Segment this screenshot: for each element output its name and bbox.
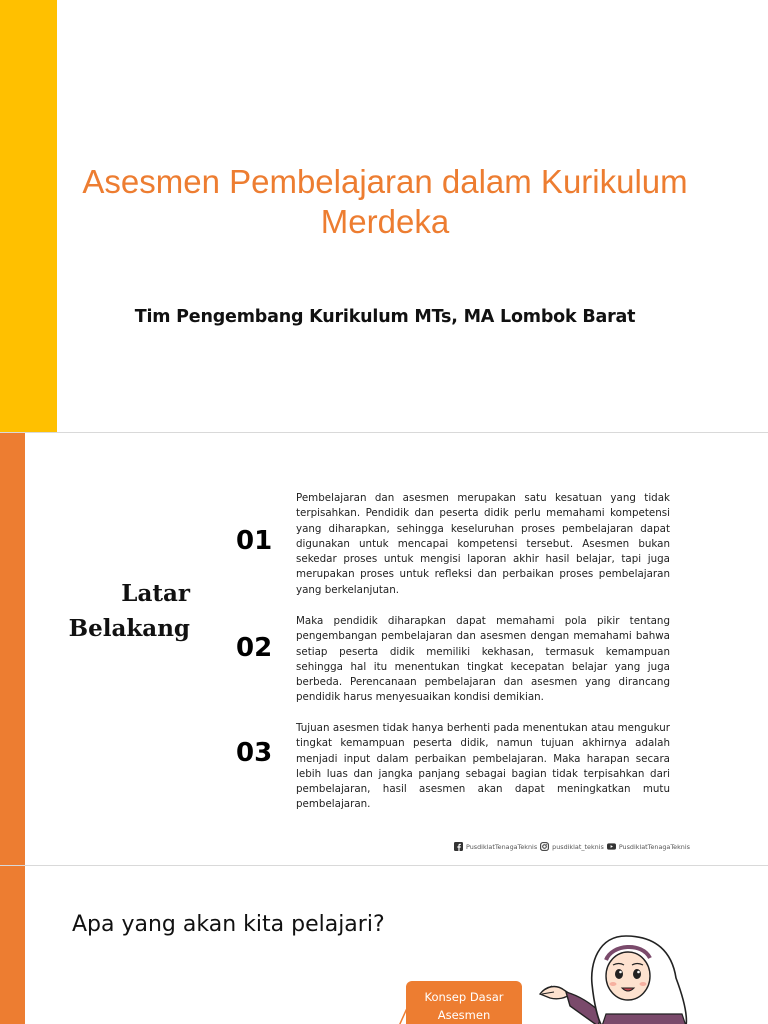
item-number: 01: [236, 526, 273, 556]
concept-box: Konsep Dasar Asesmen: [406, 981, 522, 1024]
item-paragraph: Tujuan asesmen tidak hanya berhenti pada menentukan atau mengukur tingkat kemampuan peserta didik, namun tujuan akhirnya adalah menjadi input dalam perbaikan pembelajaran. Maka harapan secara lebih luas dan jangka panjang sebagai bagian tidak terpisahkan dari pembelajaran, hasil asesmen akan dapat meningkatkan mutu pembelajaran.: [296, 722, 670, 811]
facebook-icon: [454, 842, 463, 851]
background-slide: [0, 433, 768, 865]
slide-subtitle: Tim Pengembang Kurikulum MTs, MA Lombok Barat: [134, 307, 636, 327]
agenda-slide: [0, 866, 768, 1024]
hijab-girl-illustration: [536, 934, 696, 1024]
item-paragraph: Pembelajaran dan asesmen merupakan satu kesatuan yang tidak terpisahkan. Pendidik dan peserta didik perlu memahami kompetensi yang diharapkan, sehingga keseluruhan proses pembelajaran dapat digunakan untuk mencapai kompetensi tersebut. Asesmen bukan sekedar proses untuk mengisi laporan akhir hasil belajar, tapi juga merupakan proses untuk refleksi dan perbaikan proses pembelajaran yang berkelanjutan.: [296, 492, 670, 596]
title-slide: [0, 0, 768, 432]
youtube-handle: PusdiklatTenagaTeknis: [618, 842, 690, 851]
social-footer: [454, 842, 690, 851]
orange-side-bar: [0, 866, 25, 1024]
item-number: 02: [236, 633, 273, 663]
item-number: 03: [236, 738, 273, 768]
slide-title: Asesmen Pembelajaran dalam Kurikulum Merdeka: [82, 163, 688, 240]
youtube-icon: [607, 842, 616, 851]
section-heading-line2: Belakang: [68, 615, 190, 642]
agenda-question: Apa yang akan kita pelajari?: [72, 912, 385, 937]
yellow-side-bar: [0, 0, 57, 432]
section-heading-line1: Latar: [121, 580, 190, 607]
section-heading: [60, 576, 190, 646]
orange-side-bar: [0, 433, 25, 865]
instagram-handle: pusdiklat_teknis: [552, 842, 604, 851]
instagram-icon: [540, 842, 549, 851]
facebook-handle: PusdiklatTenagaTeknis: [466, 842, 538, 851]
item-paragraph: Maka pendidik diharapkan dapat memahami pola pikir tentang pengembangan pembelajaran dan asesmen dengan memahami bahwa setiap peserta didik memiliki kekhasan, termasuk kemampuan sehingga hal itu menentukan tingkat kecepatan belajar yang juga berbeda. Perencanaan pembelajaran dan asesmen yang dirancang pendidik harus menyesuaikan kondisi demikian.: [296, 615, 670, 704]
